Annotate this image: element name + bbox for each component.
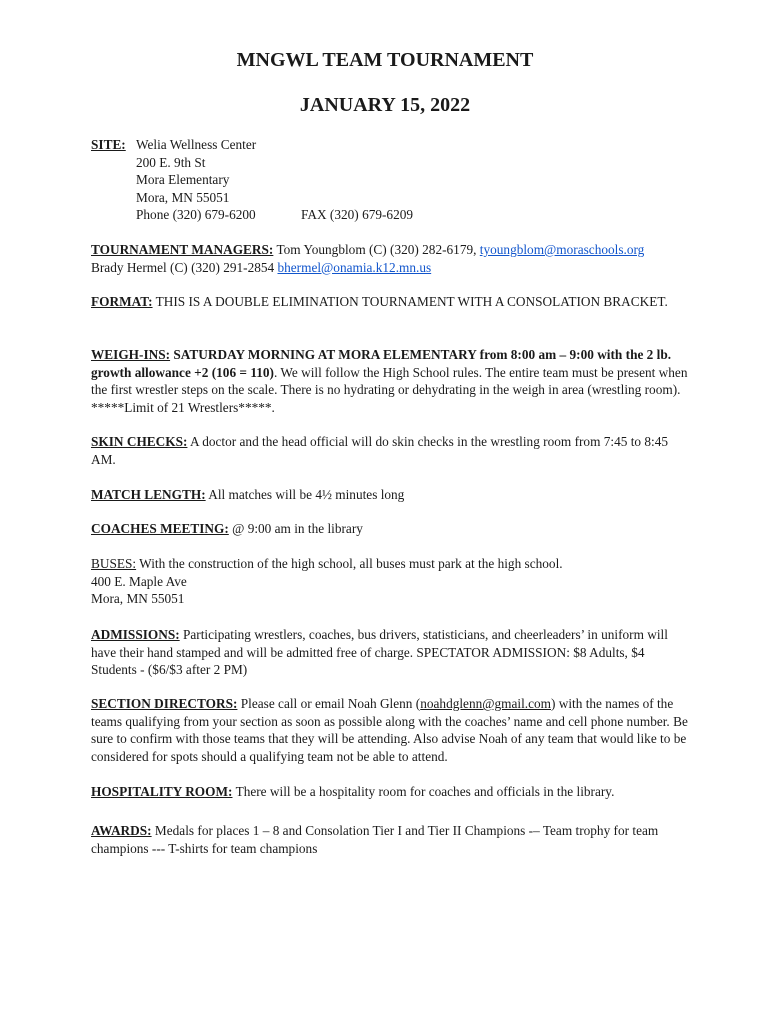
- site-phone: Phone (320) 679-6200: [136, 207, 256, 222]
- awards-label: AWARDS:: [91, 823, 152, 838]
- site-label: SITE:: [91, 137, 126, 152]
- format-text: THIS IS A DOUBLE ELIMINATION TOURNAMENT WITH A CONSOLATION BRACKET.: [152, 294, 668, 309]
- site-name: Welia Wellness Center: [136, 137, 257, 152]
- weigh-ins-section: [91, 346, 689, 416]
- hospitality-text: There will be a hospitality room for coaches and officials in the library.: [232, 784, 615, 799]
- format-label: FORMAT:: [91, 294, 153, 309]
- hospitality-label: HOSPITALITY ROOM:: [91, 784, 233, 799]
- section-directors-section: [91, 695, 689, 765]
- manager-2-email-link[interactable]: bhermel@onamia.k12.mn.us: [277, 259, 432, 275]
- manager-2-info: Brady Hermel (C) (320) 291-2854: [91, 259, 278, 275]
- skin-checks-label: SKIN CHECKS:: [91, 434, 188, 449]
- noah-email-link[interactable]: noahdglenn@gmail.com: [420, 696, 551, 711]
- weigh-ins-schedule: SATURDAY MORNING AT MORA ELEMENTARY from 8:00 am – 9:00 with the 2 lb. growth allowance +2 (106 = 110): [91, 347, 672, 380]
- buses-address-city: Mora, MN 55051: [91, 591, 185, 606]
- section-directors-label: SECTION DIRECTORS:: [91, 696, 238, 711]
- manager-1-email-link[interactable]: tyoungblom@moraschools.org: [479, 242, 645, 257]
- site-street: 200 E. 9th St: [136, 154, 206, 170]
- site-fax: FAX (320) 679-6209: [301, 207, 414, 222]
- site-address-block: [91, 136, 413, 224]
- hospitality-section: [91, 783, 689, 801]
- coaches-meeting-text: @ 9:00 am in the library: [228, 521, 363, 536]
- document-title: MNGWL TEAM TOURNAMENT: [236, 49, 534, 71]
- skin-checks-text: A doctor and the head official will do skin checks in the wrestling room from 7:45 to 8:45 AM.: [91, 434, 669, 467]
- site-section: [91, 136, 689, 224]
- coaches-meeting-label: COACHES MEETING:: [91, 521, 229, 536]
- buses-address-street: 400 E. Maple Ave: [91, 573, 187, 589]
- buses-label: BUSES:: [91, 556, 137, 571]
- buses-section: [91, 555, 689, 608]
- admissions-text: Participating wrestlers, coaches, bus drivers, statisticians, and cheerleaders’ in uniform will have their hand stamped and will be admitted free of charge. SPECTATOR ADMISSION: $8 Adults, $4 Students - ($6/$3 after 2 PM): [91, 627, 668, 677]
- section-directors-text-after: ) with the names of the teams qualifying from your section as soon as possible along with the coaches’ name and cell phone number. Be sure to confirm with those teams that they will be attending. Also advise Noah of any team that would like to be considered for spots should a qualifying team not be able to attend.: [91, 696, 688, 764]
- managers-label: TOURNAMENT MANAGERS:: [91, 242, 274, 257]
- format-section: [91, 293, 689, 311]
- manager-1-info: Tom Youngblom (C) (320) 282-6179,: [273, 242, 480, 257]
- site-school: Mora Elementary: [136, 172, 230, 187]
- section-directors-text-before: Please call or email Noah Glenn (: [237, 696, 421, 711]
- managers-section: [91, 241, 689, 276]
- weigh-ins-label: WEIGH-INS:: [91, 347, 171, 362]
- awards-section: [91, 822, 689, 857]
- coaches-meeting-section: [91, 520, 689, 538]
- skin-checks-section: [91, 433, 689, 468]
- match-length-label: MATCH LENGTH:: [91, 487, 206, 502]
- admissions-section: [91, 626, 689, 679]
- match-length-section: [91, 486, 689, 504]
- site-city: Mora, MN 55051: [136, 189, 230, 205]
- weigh-ins-text: . We will follow the High School rules. The entire team must be present when the first wrestler steps on the scale. There is no hydrating or dehydrating in the weigh in area (wrestling room). *****Limit of 21 Wrestlers*****.: [91, 364, 688, 415]
- buses-text: With the construction of the high school, all buses must park at the high school.: [136, 556, 563, 571]
- awards-text: Medals for places 1 – 8 and Consolation Tier I and Tier II Champions -– Team trophy for team champions --- T-shirts for team champions: [91, 823, 659, 856]
- admissions-label: ADMISSIONS:: [91, 627, 180, 642]
- document-date: JANUARY 15, 2022: [299, 94, 471, 116]
- match-length-text: All matches will be 4½ minutes long: [205, 487, 405, 502]
